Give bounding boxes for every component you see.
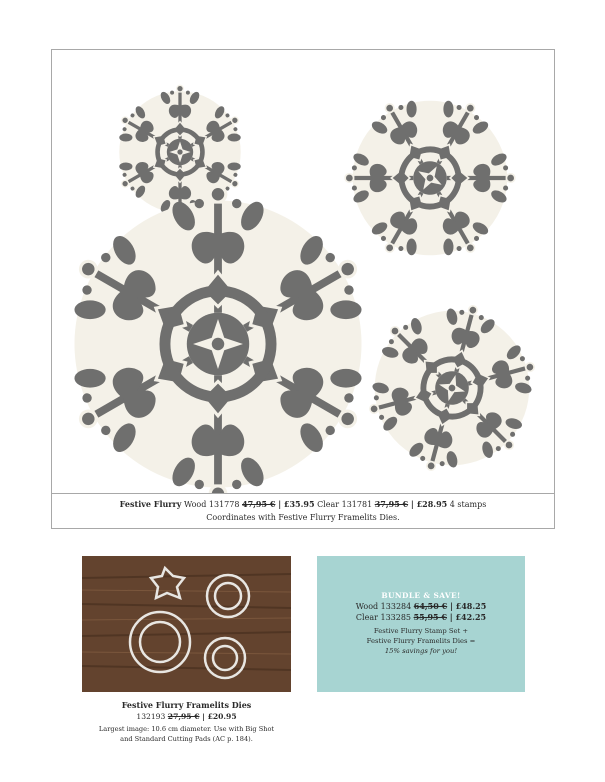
- framelits-note-line1: Largest image: 10.6 cm diameter. Use with Big Shot: [98, 725, 275, 733]
- stamp-set-name: Festive Flurry: [119, 499, 182, 509]
- bundle-line2: Festive Flurry Framelits Dies =: [366, 637, 476, 645]
- bundle-wood-price-gbp: £48.25: [455, 601, 487, 611]
- bundle-clear-price-eur: 55,95 €: [413, 612, 447, 622]
- framelits-title: Festive Flurry Framelits Dies: [121, 700, 252, 710]
- bundle-wood-price-eur: 64,50 €: [413, 601, 448, 611]
- stamp-set-illustration: [52, 50, 554, 493]
- stamp-set-price-line: [52, 498, 554, 511]
- bundle-description: [317, 626, 525, 646]
- framelits-caption: [82, 700, 291, 744]
- bundle-clear-label: Clear 133285: [355, 613, 412, 622]
- clear-price-eur: 37,95 €: [374, 499, 409, 509]
- framelits-note-line2: and Standard Cutting Pads (AC p. 184).: [120, 735, 253, 743]
- framelits-price-gbp: £20.95: [207, 712, 237, 721]
- snowflake-small: [112, 85, 249, 218]
- bundle-savings: 15% savings for you!: [384, 647, 458, 655]
- clear-price-gbp: £28.95: [416, 499, 448, 509]
- framelits-price-eur: 27,95 €: [167, 712, 200, 721]
- framelits-item-number: 132193: [136, 712, 166, 721]
- snowflake-large: [56, 186, 379, 493]
- stamp-set-caption: [52, 493, 554, 528]
- framelits-price-line: 132193 27,95 € | £20.95: [136, 712, 237, 721]
- bundle-box: [317, 556, 525, 692]
- wood-price-eur: 47,95 €: [242, 499, 276, 509]
- framelits-dies-photo: [82, 556, 291, 692]
- bundle-wood-line: Wood 133284 64,50 € | £48.25: [355, 601, 487, 611]
- wood-label: Wood 131778: [183, 500, 240, 509]
- wood-price-gbp: £35.95: [283, 499, 315, 509]
- bundle-heading: BUNDLE & SAVE!: [381, 591, 461, 600]
- stamp-set-frame: [51, 49, 555, 529]
- bundle-clear-line: Clear 133285 55,95 € | £42.25: [355, 612, 487, 622]
- snowflake-medium-small: [346, 284, 554, 493]
- stamp-count: 4 stamps: [449, 500, 487, 509]
- framelits-note: [82, 724, 291, 744]
- wood-separator: |: [275, 499, 284, 509]
- framelits-dies-image: [82, 556, 291, 692]
- clear-label: Clear 131781: [317, 500, 373, 509]
- clear-separator: |: [408, 499, 417, 509]
- coordinates-note: Coordinates with Festive Flurry Framelits Dies.: [206, 513, 400, 522]
- bundle-wood-label: Wood 133284: [355, 602, 412, 611]
- bundle-clear-price-gbp: £42.25: [455, 612, 487, 622]
- bundle-line1: Festive Flurry Stamp Set +: [373, 627, 469, 635]
